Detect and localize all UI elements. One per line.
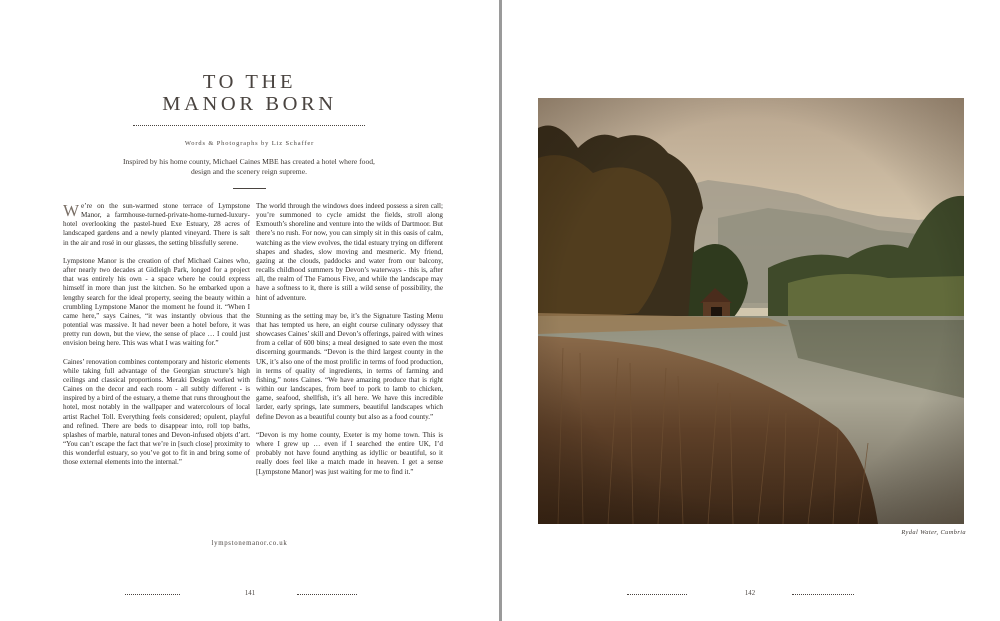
photo-caption: Rydal Water, Cumbria — [901, 529, 966, 536]
body-paragraph: Lympstone Manor is the creation of chef Michael Caines who, after nearly two decades at Gidleigh Park, longed for a project that was entirely his own - a space where he could express himself in more than just the kitchen. So he embarked upon a lengthy search for the ideal property, seeing the beauty within a crumbling Lympstone Manor the moment he found it. “When I came here,” says Caines, “it was instantly obvious that the potential was massive. It had never been a hotel before, it was pretty run down, but the view, the sense of place … I could just envision being here. This was what I was waiting for.” — [63, 256, 250, 348]
folio-rule — [627, 594, 687, 595]
body-paragraph: Caines’ renovation combines contemporary and historic elements while taking full advantage of the Georgian structure’s high ceilings and classical proportions. Meraki Design worked with Caines on the decor and each room - all subtly different - is inspired by a bird of the estuary, a theme that runs throughout the hotel, most notably in the wallpaper and watercolours of local artist Rachel Toll. Everything feels considered; opulent, playful and refined. There are beds to disappear into, roll top baths, splashes of marble, natural tones and Devon-infused objets d’art. “You can’t escape the fact that we’re in [such close] proximity to this wonderful estuary, so you’ve got to fit in and bring some of those external elements into the internal.” — [63, 357, 250, 467]
drop-cap: W — [63, 201, 80, 220]
standfirst: Inspired by his home county, Michael Caines MBE has created a hotel where food, design and the scenery reign supreme. — [123, 157, 375, 176]
page-number: 141 — [244, 590, 256, 597]
lake-boathouse-photo — [538, 98, 964, 524]
folio-rule — [792, 594, 854, 595]
body-column-1 — [63, 202, 250, 477]
right-page — [502, 0, 1000, 621]
standfirst-divider — [233, 188, 266, 189]
folio-rule — [297, 594, 357, 595]
title-divider — [133, 125, 365, 126]
body-paragraph: “Devon is my home county, Exeter is my home town. This is where I grew up … even if I searched the entire UK, I’d probably not have found anything as idyllic or beautiful, so it really does feel like a match made in heaven. I get a sense [Lympstone Manor] was just waiting for me to find it.” — [256, 430, 443, 476]
left-page — [0, 0, 499, 621]
body-paragraph: The world through the windows does indeed possess a siren call; you’re summoned to cycle amidst the fields, stroll along Exmouth’s shoreline and venture into the wilds of Dartmoor. But there’s no rush. For now, you can simply sit in this oasis of calm, watching as the view evolves, the tidal estuary trying on different shapes and shades, slow moving and mesmeric. My friend, gazing at the clouds, paddocks and water from our balcony, recalls childhood summers by Devon’s waterways - this is, after all, the realm of The Famous Five, and while the landscape may have a softness to it, there is still a wild sense of possibility, the hint of adventure. — [256, 202, 443, 302]
article-title-line-1: TO THE — [202, 71, 297, 93]
byline: Words & Photographs by Liz Schaffer — [184, 140, 315, 147]
website-link[interactable]: lympstonemanor.co.uk — [211, 540, 288, 547]
page-number: 142 — [744, 590, 756, 597]
body-paragraph: We’re on the sun-warmed stone terrace of Lympstone Manor, a farmhouse-turned-private-home-turned-luxury-hotel overlooking the pastel-hued Exe Estuary, 28 acres of landscaped gardens and a newly planted vineyard. There is salt in the air and rosé in our glasses, the setting blissfully serene. — [63, 201, 250, 247]
article-title-line-2: MANOR BORN — [162, 93, 337, 115]
folio-rule — [125, 594, 180, 595]
body-paragraph: Stunning as the setting may be, it’s the Signature Tasting Menu that has tempted us here, an eight course culinary odyssey that showcases Caines’ skill and Devon’s offerings, paired with wines from a cellar of 600 bins; a meal designed to sate even the most discerning gourmands. “Devon is the third largest county in the UK, it’s also one of the most prolific in terms of food production, in terms of quality of ingredients, in terms of farming and fishing,” notes Caines. “We have amazing produce that is right within our landscapes, from beef to pork to lamb to chicken, game, seafood, shellfish, it’s all here. We have this incredible larder, early springs, late summers, beautiful landscapes which define Devon as a beautiful county but also as a food county.” — [256, 311, 443, 421]
body-column-2 — [256, 202, 443, 486]
